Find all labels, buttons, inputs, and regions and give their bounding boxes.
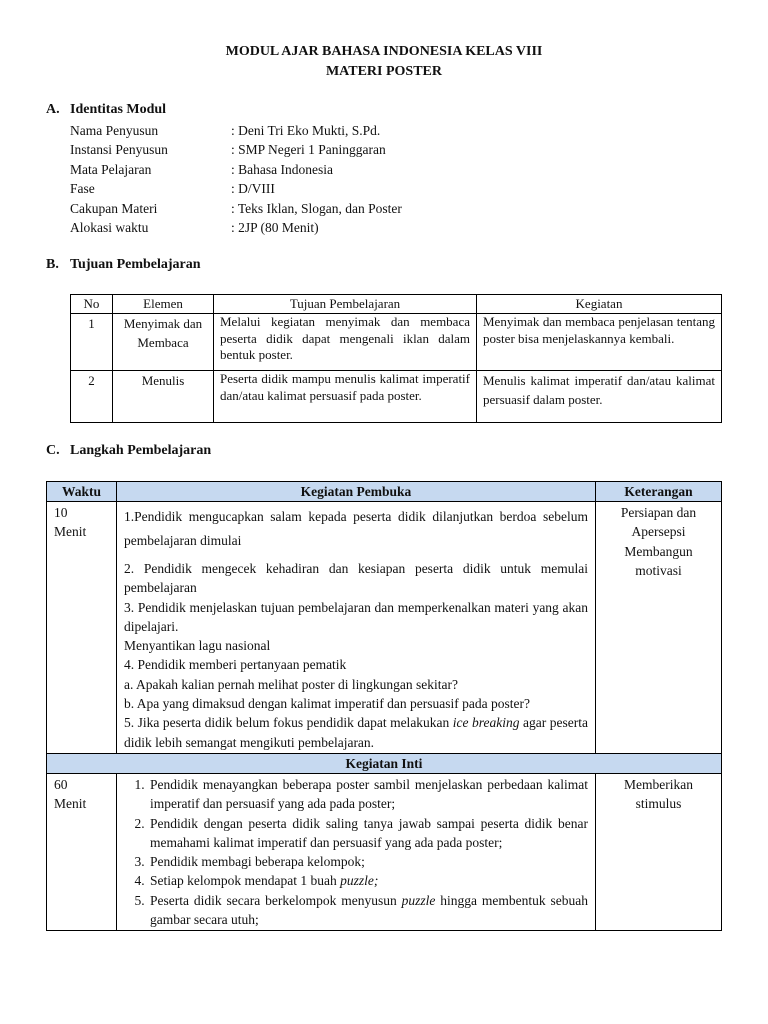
col-header-keterangan: Keterangan — [596, 482, 722, 502]
step-text: hingga membentuk sebuah gambar secara utuh; — [150, 892, 589, 928]
inti-step — [148, 891, 588, 930]
identity-value: : Deni Tri Eko Mukti, S.Pd. — [231, 123, 381, 138]
learning-goals-table — [70, 294, 722, 423]
section-c-letter: C. — [46, 443, 60, 458]
pembuka-waktu — [47, 502, 117, 754]
identity-value: : Teks Iklan, Slogan, dan Poster — [231, 200, 402, 216]
section-b-heading — [46, 257, 201, 273]
table-row — [71, 314, 722, 371]
step-text: Setiap kelompok mendapat 1 buah — [150, 873, 341, 889]
step-term: puzzle; — [340, 873, 379, 889]
inti-keterangan — [596, 773, 722, 930]
col-header-kegiatan: Kegiatan — [477, 295, 722, 314]
table-row — [71, 371, 722, 423]
pembuka-waktu-unit: Menit — [54, 524, 87, 540]
section-a-heading — [46, 102, 166, 118]
identity-key: Cakupan Materi — [70, 200, 158, 216]
inti-step-list — [124, 775, 588, 929]
col-header-kegiatan-pembuka: Kegiatan Pembuka — [117, 482, 596, 502]
col-header-no: No — [71, 295, 113, 314]
doc-title-line1: MODUL AJAR BAHASA INDONESIA KELAS VIII — [225, 44, 543, 59]
keterangan-line: stimulus — [635, 796, 682, 812]
row-kegiatan: Menulis kalimat imperatif dan/atau kalimat persuasif dalam poster. — [477, 371, 722, 423]
inti-step: 2. Pendidik dengan peserta didik saling tanya jawab sampai peserta didik benar memahami kalimat imperatif dan persuasif yang ada pada poster; — [148, 814, 588, 853]
identity-value: : SMP Negeri 1 Paninggaran — [231, 142, 386, 158]
identity-row — [70, 218, 402, 237]
col-header-tujuan: Tujuan Pembelajaran — [214, 295, 477, 314]
section-b-title: Tujuan Pembelajaran — [70, 257, 201, 272]
section-c-title: Langkah Pembelajaran — [70, 443, 212, 458]
identity-row — [70, 121, 402, 140]
keterangan-line: motivasi — [635, 562, 682, 578]
step-text: Peserta didik secara berkelompok menyusun — [150, 892, 402, 908]
identity-row — [70, 179, 402, 198]
inti-step: 1. Pendidik menayangkan beberapa poster sambil menjelaskan perbedaan kalimat imperatif dan persuasif yang ada pada poster; — [148, 775, 588, 814]
pembuka-keterangan — [596, 502, 722, 754]
row-tujuan: Peserta didik mampu menulis kalimat imperatif dan/atau kalimat persuasif pada poster. — [214, 371, 477, 423]
step-text: 5. Jika peserta didik belum fokus pendidik dapat melakukan — [124, 715, 453, 731]
table-subheader-row — [47, 753, 722, 773]
inti-step — [148, 871, 588, 890]
inti-waktu — [47, 773, 117, 930]
row-elemen: Menyimak dan Membaca — [113, 314, 214, 371]
row-kegiatan: Menyimak dan membaca penjelasan tentang poster bisa menjelaskannya kembali. — [477, 314, 722, 371]
inti-steps — [117, 773, 596, 930]
table-header-row — [71, 295, 722, 314]
learning-steps-table — [46, 481, 722, 931]
section-b-letter: B. — [46, 257, 59, 272]
kegiatan-inti-heading: Kegiatan Inti — [47, 753, 722, 773]
section-a-title: Identitas Modul — [70, 102, 167, 117]
section-a-letter: A. — [46, 102, 60, 117]
col-header-elemen: Elemen — [113, 295, 214, 314]
pembuka-step: 1.Pendidik mengucapkan salam kepada peserta didik dilanjutkan berdoa sebelum pembelajaran dimulai — [124, 509, 588, 548]
pembuka-step: b. Apa yang dimaksud dengan kalimat imperatif dan persuasif pada poster? — [124, 696, 531, 712]
keterangan-line: Memberikan — [624, 776, 693, 792]
row-no: 1 — [71, 314, 113, 371]
col-header-waktu: Waktu — [47, 482, 117, 502]
inti-waktu-number: 60 — [54, 776, 68, 792]
identity-value: : 2JP (80 Menit) — [231, 219, 319, 235]
identity-value: : D/VIII — [231, 181, 275, 197]
identity-key: Mata Pelajaran — [70, 161, 152, 177]
identity-key: Alokasi waktu — [70, 219, 149, 235]
identity-row — [70, 199, 402, 218]
keterangan-line: Membangun — [624, 543, 693, 559]
identity-key: Nama Penyusun — [70, 123, 159, 138]
keterangan-line: Persiapan dan — [620, 505, 697, 520]
step-text: agar peserta didik lebih semangat mengikuti pembelajaran. — [124, 715, 588, 750]
identity-key: Fase — [70, 181, 95, 197]
identity-list — [70, 121, 402, 237]
pembuka-step: Menyantikan lagu nasional — [124, 638, 271, 654]
identity-row — [70, 140, 402, 159]
inti-waktu-unit: Menit — [54, 796, 87, 812]
identity-key: Instansi Penyusun — [70, 142, 168, 158]
step-term: ice breaking — [452, 715, 520, 731]
inti-step: 3. Pendidik membagi beberapa kelompok; — [148, 852, 588, 871]
pembuka-step-5 — [124, 713, 588, 752]
row-tujuan: Melalui kegiatan menyimak dan membaca peserta didik dapat mengenali iklan dalam bentuk poster. — [214, 314, 477, 371]
pembuka-step: 2. Pendidik mengecek kehadiran dan kesiapan peserta didik untuk memulai pembelajaran — [124, 561, 588, 596]
step-term: puzzle — [401, 892, 436, 908]
pembuka-step: a. Apakah kalian pernah melihat poster di lingkungan sekitar? — [124, 676, 459, 692]
row-elemen: Menulis — [113, 371, 214, 423]
pembuka-step: 4. Pendidik memberi pertanyaan pematik — [124, 657, 347, 673]
table-row — [47, 773, 722, 930]
section-c-heading — [46, 443, 211, 459]
table-row — [47, 502, 722, 754]
identity-value: : Bahasa Indonesia — [231, 161, 333, 177]
pembuka-steps — [117, 502, 596, 754]
pembuka-waktu-number: 10 — [54, 505, 68, 520]
keterangan-line: Apersepsi — [631, 524, 686, 540]
pembuka-step: 3. Pendidik menjelaskan tujuan pembelajaran dan memperkenalkan materi yang akan dipelajari. — [124, 599, 588, 634]
row-no: 2 — [71, 371, 113, 423]
identity-row — [70, 160, 402, 179]
doc-title-line2: MATERI POSTER — [325, 64, 443, 79]
table-header-row — [47, 482, 722, 502]
